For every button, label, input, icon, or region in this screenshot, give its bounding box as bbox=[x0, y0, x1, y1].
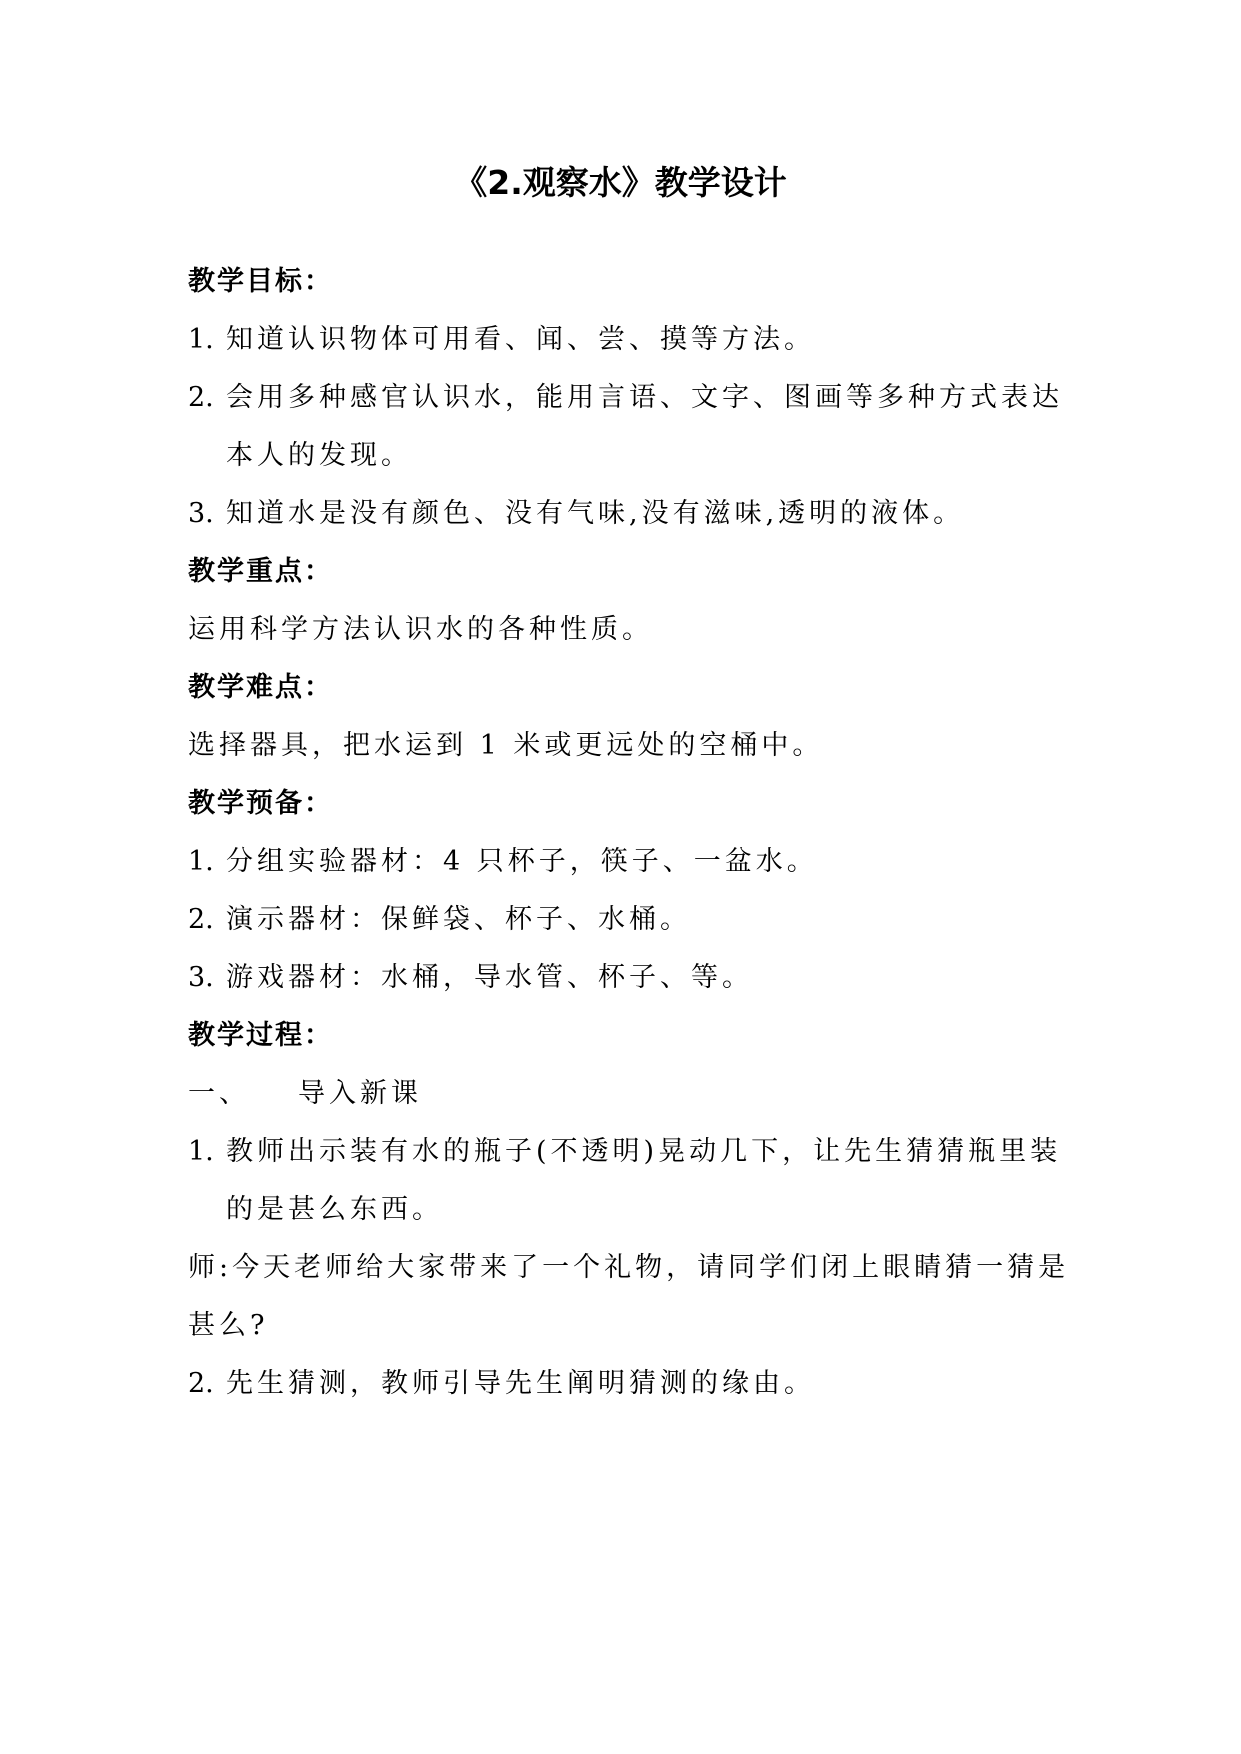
goal-item-2 bbox=[188, 378, 1068, 418]
document-title: 《2.观察水》教学设计 bbox=[454, 163, 787, 202]
goals-heading: 教学目标： bbox=[188, 266, 333, 297]
goal-item-1-text: 知道认识物体可用看、闻、尝、摸等方法。 bbox=[226, 324, 815, 355]
process-item-1-continuation: 的是甚么东西。 bbox=[226, 1194, 443, 1225]
process-item-1-text: 教师出示装有水的瓶子(不透明)晃动几下，让先生猜猜瓶里装 bbox=[226, 1136, 1062, 1167]
key-point-heading: 教学重点： bbox=[188, 556, 333, 587]
process-item-2-text: 先生猜测，教师引导先生阐明猜测的缘由。 bbox=[226, 1368, 815, 1399]
goal-item-3 bbox=[188, 494, 1068, 534]
process-item-2-num: 2. bbox=[188, 1368, 214, 1399]
difficulty-text: 选择器具，把水运到 1 米或更远处的空桶中。 bbox=[188, 730, 824, 761]
process-heading: 教学过程： bbox=[188, 1020, 333, 1051]
goal-item-2-text: 会用多种感官认识水，能用言语、文字、图画等多种方式表达 bbox=[226, 382, 1063, 413]
prep-item-1-num: 1. bbox=[188, 846, 214, 877]
prep-item-3-text: 游戏器材：水桶，导水管、杯子、等。 bbox=[226, 962, 753, 993]
preparation-heading: 教学预备： bbox=[188, 788, 333, 819]
goal-item-1-num: 1. bbox=[188, 324, 214, 355]
process-item-1-num: 1. bbox=[188, 1136, 214, 1167]
prep-item-2-text: 演示器材：保鲜袋、杯子、水桶。 bbox=[226, 904, 691, 935]
prep-item-1 bbox=[188, 842, 1068, 882]
process-item-2 bbox=[188, 1364, 1068, 1404]
process-section-1-title: 导入新课 bbox=[298, 1078, 422, 1109]
goal-item-2-continuation: 本人的发现。 bbox=[226, 440, 412, 471]
prep-item-2-num: 2. bbox=[188, 904, 214, 935]
process-section-1-num: 一、 bbox=[188, 1078, 250, 1109]
goal-item-2-num: 2. bbox=[188, 382, 214, 413]
teacher-line: 师:今天老师给大家带来了一个礼物，请同学们闭上眼睛猜一猜是 bbox=[188, 1252, 1070, 1283]
process-item-1 bbox=[188, 1132, 1068, 1172]
prep-item-2 bbox=[188, 900, 1068, 940]
key-point-text: 运用科学方法认识水的各种性质。 bbox=[188, 614, 653, 645]
goal-item-1 bbox=[188, 320, 1068, 360]
prep-item-3 bbox=[188, 958, 1068, 998]
prep-item-1-text: 分组实验器材：4 只杯子，筷子、一盆水。 bbox=[226, 846, 818, 877]
difficulty-heading: 教学难点： bbox=[188, 672, 333, 703]
process-section-1 bbox=[188, 1074, 1068, 1114]
goal-item-3-text: 知道水是没有颜色、没有气味,没有滋味,透明的液体。 bbox=[226, 498, 965, 529]
teacher-line-continuation: 甚么? bbox=[188, 1310, 269, 1341]
prep-item-3-num: 3. bbox=[188, 962, 214, 993]
goal-item-3-num: 3. bbox=[188, 498, 214, 529]
